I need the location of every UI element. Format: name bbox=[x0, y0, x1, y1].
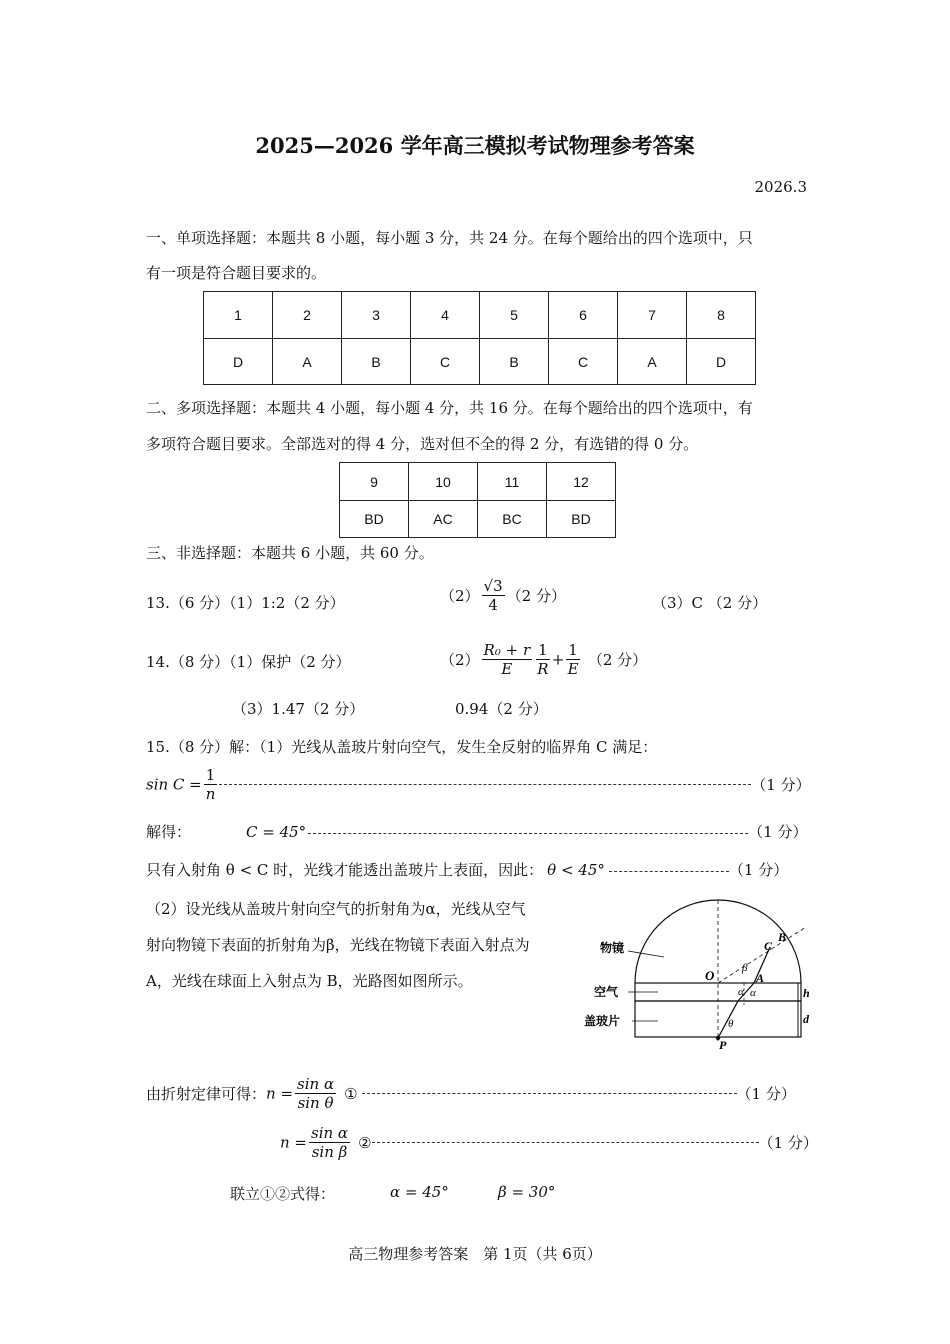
fraction-1-over-e bbox=[566, 641, 580, 678]
combine-label: 联立①②式得： bbox=[230, 1185, 336, 1203]
numerator: 1 bbox=[538, 641, 548, 659]
score: （1 分） bbox=[728, 861, 789, 879]
table-cell: 7 bbox=[618, 292, 687, 339]
numerator: 1 bbox=[568, 641, 578, 659]
table-cell: 8 bbox=[687, 292, 756, 339]
label-o: O bbox=[705, 968, 715, 983]
label-c: C bbox=[764, 939, 773, 953]
table-cell: B bbox=[480, 339, 549, 385]
table-cell: A bbox=[618, 339, 687, 385]
dash-leader bbox=[372, 1142, 759, 1143]
table-cell: BD bbox=[340, 501, 409, 538]
table-cell: 2 bbox=[273, 292, 342, 339]
section1-line1: 一、单项选择题：本题共 8 小题，每小题 3 分，共 24 分。在每个题给出的四个选项中，只 bbox=[146, 229, 753, 247]
table-cell: C bbox=[411, 339, 480, 385]
fraction-sin-alpha-over-sin-theta bbox=[295, 1075, 336, 1112]
mark-1: ① bbox=[344, 1084, 358, 1103]
label-objective: 物镜 bbox=[600, 941, 625, 955]
table-cell: C bbox=[549, 339, 618, 385]
dash-leader bbox=[609, 871, 729, 872]
label-theta: θ bbox=[728, 1018, 734, 1030]
table-cell: 3 bbox=[342, 292, 411, 339]
score: （1 分） bbox=[736, 1085, 796, 1103]
q15-eq1-row bbox=[146, 766, 811, 803]
q15-part2-line2: 射向物镜下表面的折射角为β，光线在物镜下表面入射点为 bbox=[146, 936, 530, 954]
label-d: d bbox=[803, 1012, 809, 1026]
table-cell: B bbox=[342, 339, 411, 385]
table-cell: 9 bbox=[340, 463, 409, 501]
denominator: n bbox=[205, 785, 216, 803]
numerator: sin α bbox=[311, 1124, 349, 1142]
table-cell: 12 bbox=[547, 463, 616, 501]
denominator: R bbox=[537, 660, 549, 678]
dash-leader bbox=[219, 784, 751, 785]
plus-sign: + bbox=[551, 650, 565, 669]
score: （1 分） bbox=[751, 776, 811, 794]
section1-line2: 有一项是符合题目要求的。 bbox=[146, 264, 327, 282]
table-cell: D bbox=[204, 339, 273, 385]
condition-eq: θ < 45° bbox=[547, 861, 605, 879]
refraction-eq1-row bbox=[146, 1075, 806, 1112]
fraction-sqrt3-over-4 bbox=[482, 577, 505, 614]
n-eq: n = bbox=[266, 1084, 294, 1103]
table-cell: BC bbox=[478, 501, 547, 538]
label-p: P bbox=[719, 1038, 727, 1052]
eq2: C = 45° bbox=[246, 823, 307, 841]
numerator: √3 bbox=[483, 577, 503, 595]
table-cell: 10 bbox=[409, 463, 478, 501]
q13-part2 bbox=[440, 577, 566, 614]
label-b: B bbox=[778, 930, 787, 944]
q14-part3: （3）1.47（2 分） bbox=[232, 700, 365, 718]
q15-part2-line1: （2）设光线从盖玻片射向空气的折射角为α，光线从空气 bbox=[146, 900, 526, 918]
optics-diagram bbox=[580, 895, 820, 1060]
denominator: 4 bbox=[488, 596, 498, 614]
dash-leader bbox=[308, 833, 748, 834]
fraction-1-over-r bbox=[536, 641, 550, 678]
fraction-sin-alpha-over-sin-beta bbox=[309, 1124, 350, 1161]
q13-part2-label: （2） bbox=[440, 587, 480, 605]
date: 2026.3 bbox=[754, 178, 807, 196]
denominator: sin β bbox=[311, 1143, 348, 1161]
table-cell: D bbox=[687, 339, 756, 385]
q14-part1: 14.（8 分）（1）保护（2 分） bbox=[146, 653, 351, 671]
fraction-r0-plus-r-over-e bbox=[482, 641, 533, 678]
denominator: E bbox=[567, 660, 579, 678]
section2-line1: 二、多项选择题：本题共 4 小题，每小题 4 分，共 16 分。在每个题给出的四个选项中，有 bbox=[146, 399, 753, 417]
condition-row bbox=[146, 859, 788, 880]
q13-part2-score: （2 分） bbox=[506, 587, 566, 605]
eq2-row bbox=[246, 821, 807, 842]
refraction-label: 由折射定律可得： bbox=[146, 1085, 267, 1103]
q15-part2-line3: A，光线在球面上入射点为 B，光路图如图所示。 bbox=[146, 972, 473, 990]
page-footer: 高三物理参考答案 第 1页（共 6页） bbox=[348, 1245, 602, 1263]
label-cover-glass: 盖玻片 bbox=[584, 1014, 621, 1028]
multi-choice-table bbox=[339, 462, 616, 538]
dash-leader bbox=[362, 1093, 737, 1094]
eq1-left: sin C = bbox=[146, 775, 202, 794]
numerator: sin α bbox=[297, 1075, 335, 1093]
refraction-eq2-row bbox=[280, 1124, 818, 1161]
n-eq: n = bbox=[280, 1133, 307, 1152]
label-a: A bbox=[756, 971, 765, 985]
label-h: h bbox=[803, 986, 810, 1000]
label-alpha-2: α bbox=[750, 987, 756, 999]
table-cell: 5 bbox=[480, 292, 549, 339]
table-cell: A bbox=[273, 339, 342, 385]
condition-text: 只有入射角 θ < C 时，光线才能透出盖玻片上表面，因此： bbox=[146, 861, 544, 879]
mark-2: ② bbox=[358, 1133, 372, 1152]
result-beta: β = 30° bbox=[498, 1183, 556, 1201]
score: （1 分） bbox=[758, 1134, 818, 1152]
table-cell: 4 bbox=[411, 292, 480, 339]
q14-part4: 0.94（2 分） bbox=[455, 700, 548, 718]
numerator: R₀ + r bbox=[483, 641, 531, 659]
label-beta: β bbox=[742, 962, 748, 974]
table-cell: 11 bbox=[478, 463, 547, 501]
solve-label: 解得： bbox=[146, 823, 192, 841]
numerator: 1 bbox=[205, 766, 216, 784]
q14-part2 bbox=[440, 641, 647, 678]
denominator: E bbox=[501, 660, 513, 678]
q15-intro: 15.（8 分）解：（1）光线从盖玻片射向空气，发生全反射的临界角 C 满足： bbox=[146, 738, 658, 756]
fraction-1-over-n bbox=[204, 766, 218, 803]
table-cell: 6 bbox=[549, 292, 618, 339]
single-choice-table bbox=[203, 291, 756, 385]
q14-part2-label: （2） bbox=[440, 651, 480, 669]
result-alpha: α = 45° bbox=[390, 1183, 449, 1201]
table-cell: 1 bbox=[204, 292, 273, 339]
denominator: sin θ bbox=[297, 1094, 334, 1112]
section3-line: 三、非选择题：本题共 6 小题，共 60 分。 bbox=[146, 544, 434, 562]
leader-objective bbox=[628, 951, 664, 957]
label-alpha-1: α bbox=[738, 986, 744, 998]
q13-part1: 13.（6 分）（1）1:2（2 分） bbox=[146, 594, 345, 612]
label-air: 空气 bbox=[594, 985, 619, 999]
q14-part2-score: （2 分） bbox=[587, 651, 648, 669]
table-cell: AC bbox=[409, 501, 478, 538]
section2-line2: 多项符合题目要求。全部选对的得 4 分，选对但不全的得 2 分，有选错的得 0 分。 bbox=[146, 435, 699, 453]
page-title: 2025—2026 学年高三模拟考试物理参考答案 bbox=[255, 133, 695, 158]
q13-part3: （3）C （2 分） bbox=[652, 594, 768, 612]
score: （1 分） bbox=[748, 823, 808, 841]
table-cell: BD bbox=[547, 501, 616, 538]
